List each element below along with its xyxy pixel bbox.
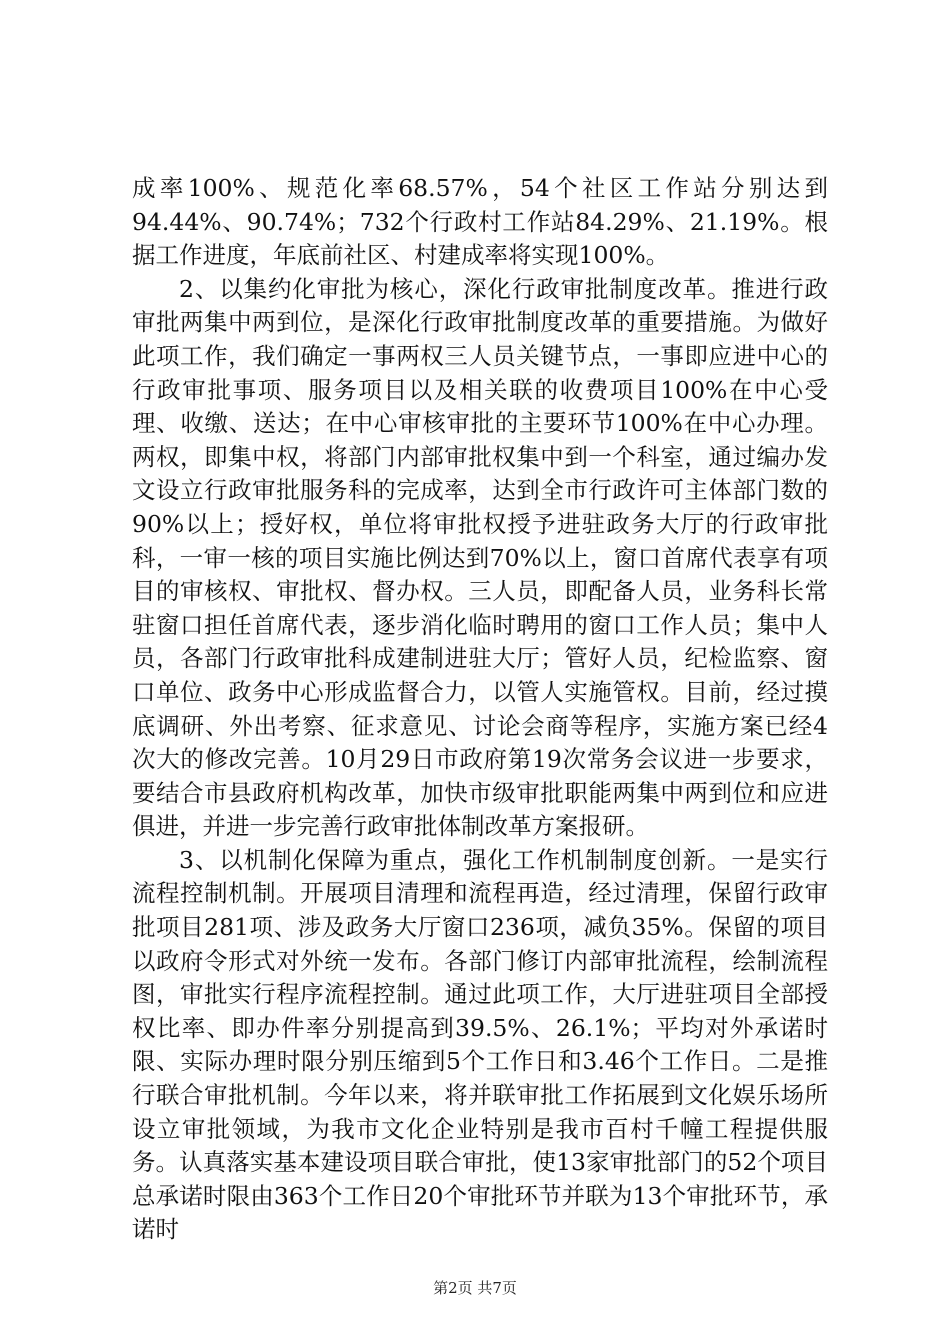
paragraph-section-3: 3、以机制化保障为重点，强化工作机制制度创新。一是实行流程控制机制。开展项目清理和流程再造，经过清理，保留行政审批项目281项、涉及政务大厅窗口236项，减负35%。保留的项目以政府令形式对外统一发布。各部门修订内部审批流程，绘制流程图，审批实行程序流程控制。通过此项工作，大厅进驻项目全部授权比率、即办件率分别提高到39.5%、26.1%；平均对外承诺时限、实际办理时限分别压缩到5个工作日和3.46个工作日。二是推行联合审批机制。今年以来，将并联审批工作拓展到文化娱乐场所设立审批领域，为我市文化企业特别是我市百村千幢工程提供服务。认真落实基本建设项目联合审批，使13家审批部门的52个项目总承诺时限由363个工作日20个审批环节并联为13个审批环节，承诺时 xyxy=(132,845,828,1244)
paragraph-section-2: 2、以集约化审批为核心，深化行政审批制度改革。推进行政审批两集中两到位，是深化行政审批制度改革的重要措施。为做好此项工作，我们确定一事两权三人员关键节点，一事即应进中心的行政审批事项、服务项目以及相关联的收费项目100%在中心受理、收缴、送达；在中心审核审批的主要环节100%在中心办理。两权，即集中权，将部门内部审批权集中到一个科室，通过编办发文设立行政审批服务科的完成率，达到全市行政许可主体部门数的90%以上；授好权，单位将审批权授予进驻政务大厅的行政审批科，一审一核的项目实施比例达到70%以上，窗口首席代表享有项目的审核权、审批权、督办权。三人员，即配备人员，业务科长常驻窗口担任首席代表，逐步消化临时聘用的窗口工作人员；集中人员，各部门行政审批科成建制进驻大厅；管好人员，纪检监察、窗口单位、政务中心形成监督合力，以管人实施管权。目前，经过摸底调研、外出考察、征求意见、讨论会商等程序，实施方案已经4次大的修改完善。10月29日市政府第19次常务会议进一步要求，要结合市县政府机构改革，加快市级审批职能两集中两到位和应进俱进，并进一步完善行政审批体制改革方案报研。 xyxy=(132,274,828,841)
page-number-footer: 第2页 共7页 xyxy=(433,1279,517,1297)
document-body xyxy=(132,172,828,1247)
paragraph-continued: 成率100%、规范化率68.57%，54个社区工作站分别达到94.44%、90.74%；732个行政村工作站84.29%、21.19%。根据工作进度，年底前社区、村建成率将实现100%。 xyxy=(132,174,828,270)
